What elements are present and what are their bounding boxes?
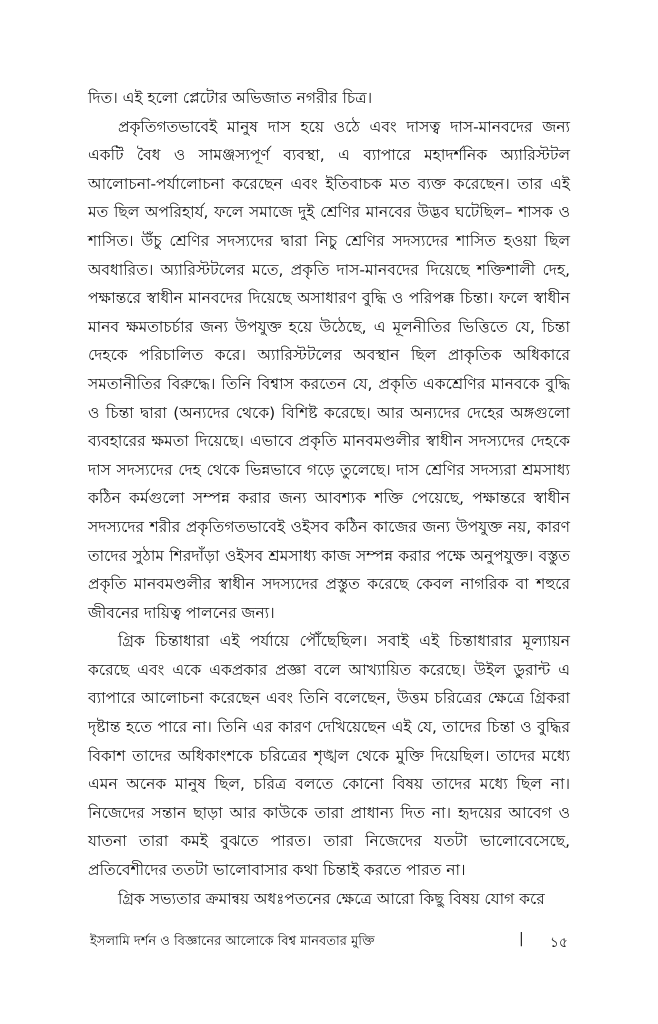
paragraph-aristotle-slavery: প্রকৃতিগতভাবেই মানুষ দাস হয়ে ওঠে এবং দাসত্ব দাস-মানবদের জন্য একটি বৈধ ও সামঞ্জস্যপূর্ণ ব্যবস্থা, এ ব্যাপারে মহাদর্শনিক অ্যারিস্টটল আলোচনা-পর্যালোচনা করেছেন এবং ইতিবাচক মত ব্যক্ত করেছেন। তার এই মত ছিল অপরিহার্য, ফলে সমাজে দুই শ্রেণির মানবের উদ্ভব ঘটেছিল– শাসক ও শাসিত। উঁচু শ্রেণির সদস্যদের দ্বারা নিচু শ্রেণির সদস্যদের শাসিত হওয়া ছিল অবধারিত। অ্যারিস্টটলের মতে, প্রকৃতি দাস-মানবদের দিয়েছে শক্তিশালী দেহ, পক্ষান্তরে স্বাধীন মানবদের দিয়েছে অসাধারণ বুদ্ধি ও পরিপক্ক চিন্তা। ফলে স্বাধীন মানব ক্ষমতাচর্চার জন্য উপযুক্ত হয়ে উঠেছে, এ মূলনীতির ভিত্তিতে যে, চিন্তা দেহকে পরিচালিত করে। অ্যারিস্টটলের অবস্থান ছিল প্রাকৃতিক অধিকারে সমতানীতির বিরুদ্ধে। তিনি বিশ্বাস করতেন যে, প্রকৃতি একশ্রেণির মানবকে বুদ্ধি ও চিন্তা দ্বারা (অন্যদের থেকে) বিশিষ্ট করেছে। আর অন্যদের দেহের অঙ্গগুলো ব্যবহারের ক্ষমতা দিয়েছে। এভাবে প্রকৃতি মানবমণ্ডলীর স্বাধীন সদস্যদের দেহকে দাস সদস্যদের দেহ থেকে ভিন্নভাবে গড়ে তুলেছে। দাস শ্রেণির সদস্যরা শ্রমসাধ্য কঠিন কর্মগুলো সম্পন্ন করার জন্য আবশ্যক শক্তি পেয়েছে, পক্ষান্তরে স্বাধীন সদস্যদের শরীর প্রকৃতিগতভাবেই ওইসব কঠিন কাজের জন্য উপযুক্ত নয়, কারণ তাদের সুঠাম শিরদাঁড়া ওইসব শ্রমসাধ্য কাজ সম্পন্ন করার পক্ষে অনুপযুক্ত। বস্তুত প্রকৃতি মানবমণ্ডলীর স্বাধীন সদস্যদের প্রস্তুত করেছে কেবল নাগরিক বা শহুরে জীবনের দায়িত্ব পালনের জন্য। <box>88 117 570 622</box>
page-body <box>88 84 570 913</box>
footer-separator: | <box>519 931 524 947</box>
page-number: ১৫ <box>549 935 568 951</box>
paragraph-continuation: দিত। এই হলো প্লেটোর অভিজাত নগরীর চিত্র। <box>88 89 373 107</box>
page-footer <box>90 928 568 954</box>
paragraph-greek-thought: গ্রিক চিন্তাধারা এই পর্যায়ে পৌঁছেছিল। সবাই এই চিন্তাধারার মূল্যায়ন করেছে এবং একে একপ্রকার প্রজ্ঞা বলে আখ্যায়িত করেছে। উইল ডুরান্ট এ ব্যাপারে আলোচনা করেছেন এবং তিনি বলেছেন, উত্তম চরিত্রের ক্ষেত্রে গ্রিকরা দৃষ্টান্ত হতে পারে না। তিনি এর কারণ দেখিয়েছেন এই যে, তাদের চিন্তা ও বুদ্ধির বিকাশ তাদের অধিকাংশকে চরিত্রের শৃঙ্খল থেকে মুক্তি দিয়েছিল। তাদের মধ্যে এমন অনেক মানুষ ছিল, চরিত্র বলতে কোনো বিষয় তাদের মধ্যে ছিল না। নিজেদের সন্তান ছাড়া আর কাউকে তারা প্রাধান্য দিত না। হৃদয়ের আবেগ ও যাতনা তারা কমই বুঝতে পারত। তারা নিজেদের যতটা ভালোবেসেছে, প্রতিবেশীদের ততটা ভালোবাসার কথা চিন্তাই করতে পারত না। <box>88 632 570 880</box>
paragraph-greek-decline: গ্রিক সভ্যতার ক্রমান্বয় অধঃপতনের ক্ষেত্রে আরো কিছু বিষয় যোগ করে <box>118 889 545 908</box>
footer-book-title: ইসলামি দর্শন ও বিজ্ঞানের আলোকে বিশ্ব মানবতার মুক্তি <box>90 934 375 949</box>
